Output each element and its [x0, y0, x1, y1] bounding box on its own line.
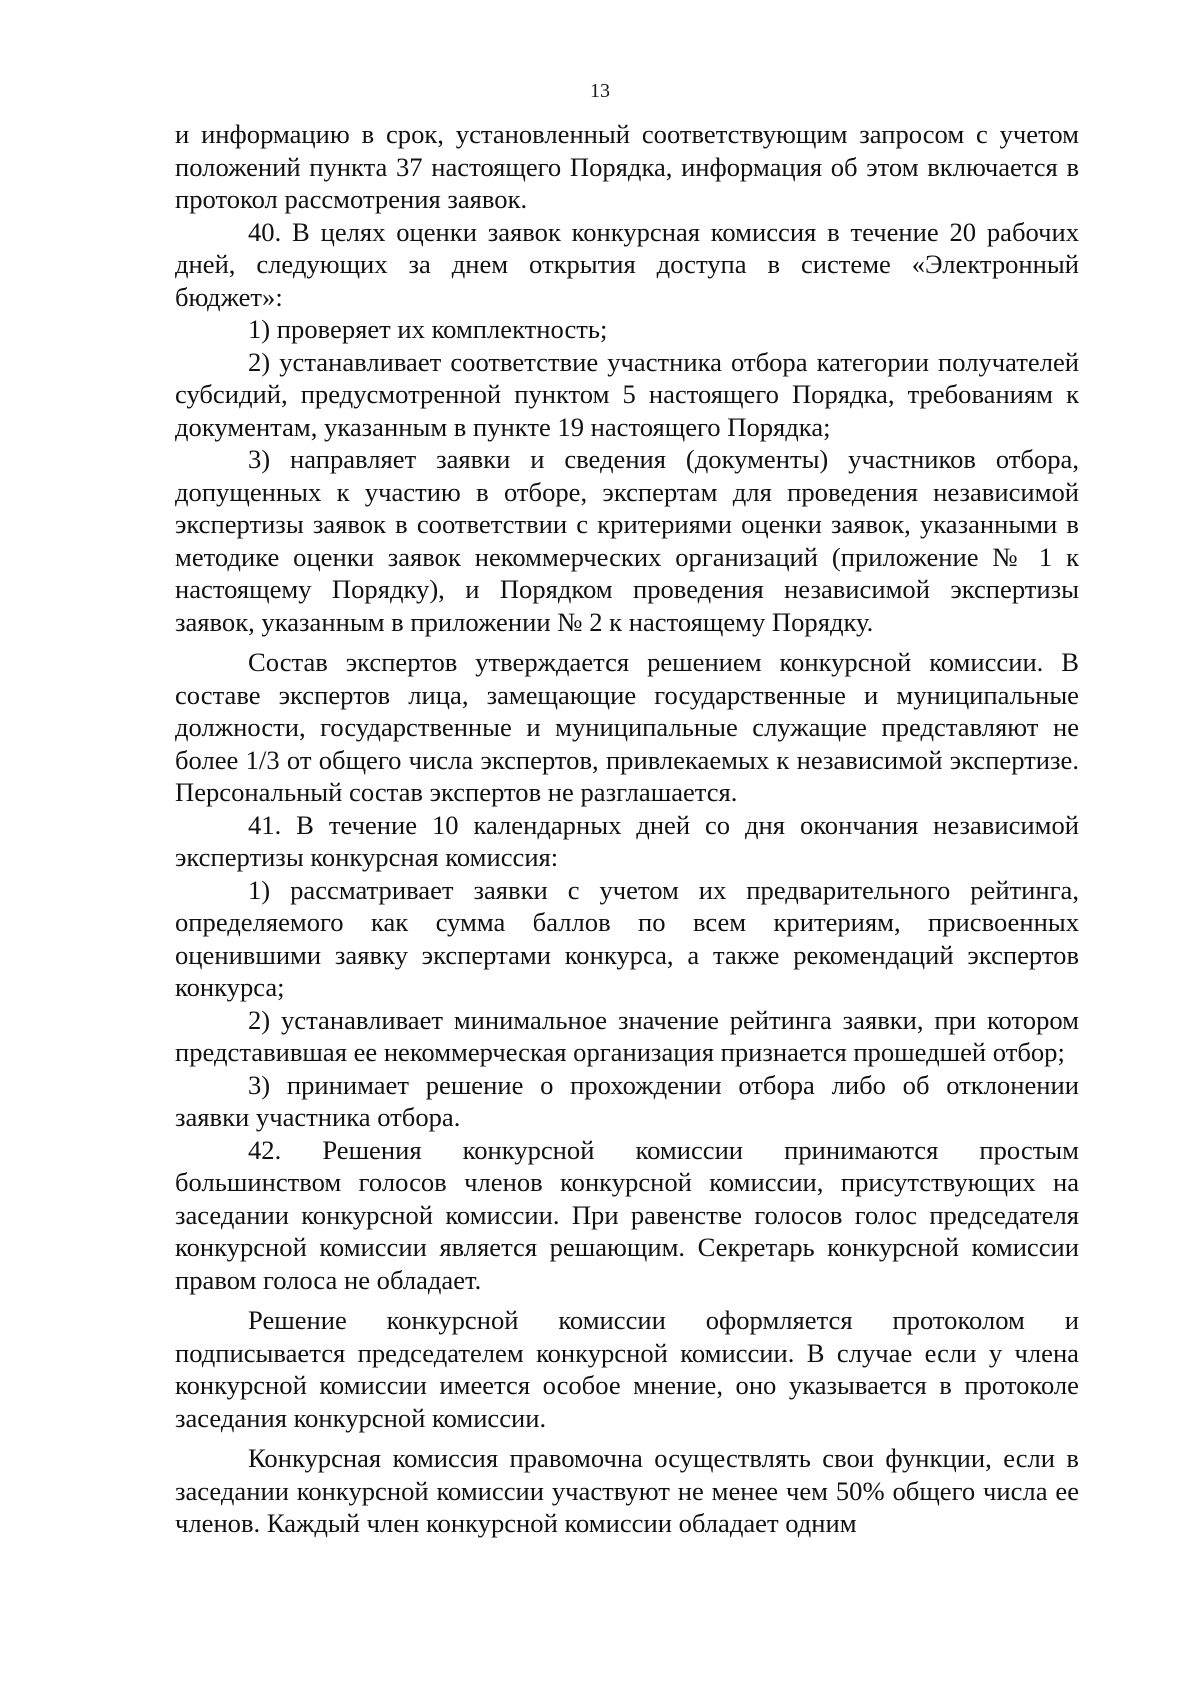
paragraph-item-1: 1) рассматривает заявки с учетом их предварительного рейтинга, определяемого как сумма баллов по всем критериям, присвоенных оценившими заявку экспертами конкурса, а также рекомендаций экспертов конкурса; [175, 874, 1079, 1002]
paragraph-clause-42: 42. Решения конкурсной комиссии принимаются простым большинством голосов членов конкурсной комиссии, присутствующих на заседании конкурсной комиссии. При равенстве голосов голос председателя конкурсной комиссии является решающим. Секретарь конкурсной комиссии правом голоса не обладает. [175, 1134, 1079, 1295]
paragraph-experts: Состав экспертов утверждается решением конкурсной комиссии. В составе экспертов лица, замещающие государственные и муниципальные должности, государственные и муниципальные служащие представляют не более 1/3 от общего числа экспертов, привлекаемых к независимой экспертизе. Персональный состав экспертов не разглашается. [175, 647, 1079, 807]
paragraph-decision: Решение конкурсной комиссии оформляется протоколом и подписывается председателем конкурсной комиссии. В случае если у члена конкурсной комиссии имеется особое мнение, оно указывается в протоколе заседания конкурсной комиссии. [175, 1305, 1079, 1433]
document-body [175, 118, 1079, 1540]
paragraph-clause-40: 40. В целях оценки заявок конкурсная комиссия в течение 20 рабочих дней, следующих за днем открытия доступа в системе «Электронный бюджет»: [175, 216, 1079, 312]
paragraph-item-3: 3) направляет заявки и сведения (документы) участников отбора, допущенных к участию в отборе, экспертам для проведения независимой экспертизы заявок в соответствии с критериями оценки заявок, указанными в методике оценки заявок некоммерческих организаций (приложение № 1 к настоящему Порядку), и Порядком проведения независимой экспертизы заявок, указанным в приложении № 2 к настоящему Порядку. [175, 444, 1079, 637]
paragraph-item-2: 2) устанавливает соответствие участника отбора категории получателей субсидий, предусмотренной пунктом 5 настоящего Порядка, требованиям к документам, указанным в пункте 19 настоящего Порядка; [175, 346, 1079, 442]
paragraph-item-1: 1) проверяет их комплектность; [248, 314, 608, 344]
paragraph-continuation: и информацию в срок, установленный соответствующим запросом с учетом положений пункта 37 настоящего Порядка, информация об этом включается в протокол рассмотрения заявок. [175, 119, 1079, 214]
paragraph-clause-41: 41. В течение 10 календарных дней со дня окончания независимой экспертизы конкурсная комиссия: [175, 809, 1079, 872]
paragraph-quorum: Конкурсная комиссия правомочна осуществлять свои функции, если в заседании конкурсной комиссии участвуют не менее чем 50% общего числа ее членов. Каждый член конкурсной комиссии обладает одним [175, 1443, 1079, 1538]
page-number: 13 [590, 80, 610, 102]
paragraph-item-2: 2) устанавливает минимальное значение рейтинга заявки, при котором представившая ее некоммерческая организация признается прошедшей отбор; [175, 1004, 1079, 1067]
paragraph-item-3: 3) принимает решение о прохождении отбора либо об отклонении заявки участника отбора. [175, 1069, 1079, 1132]
